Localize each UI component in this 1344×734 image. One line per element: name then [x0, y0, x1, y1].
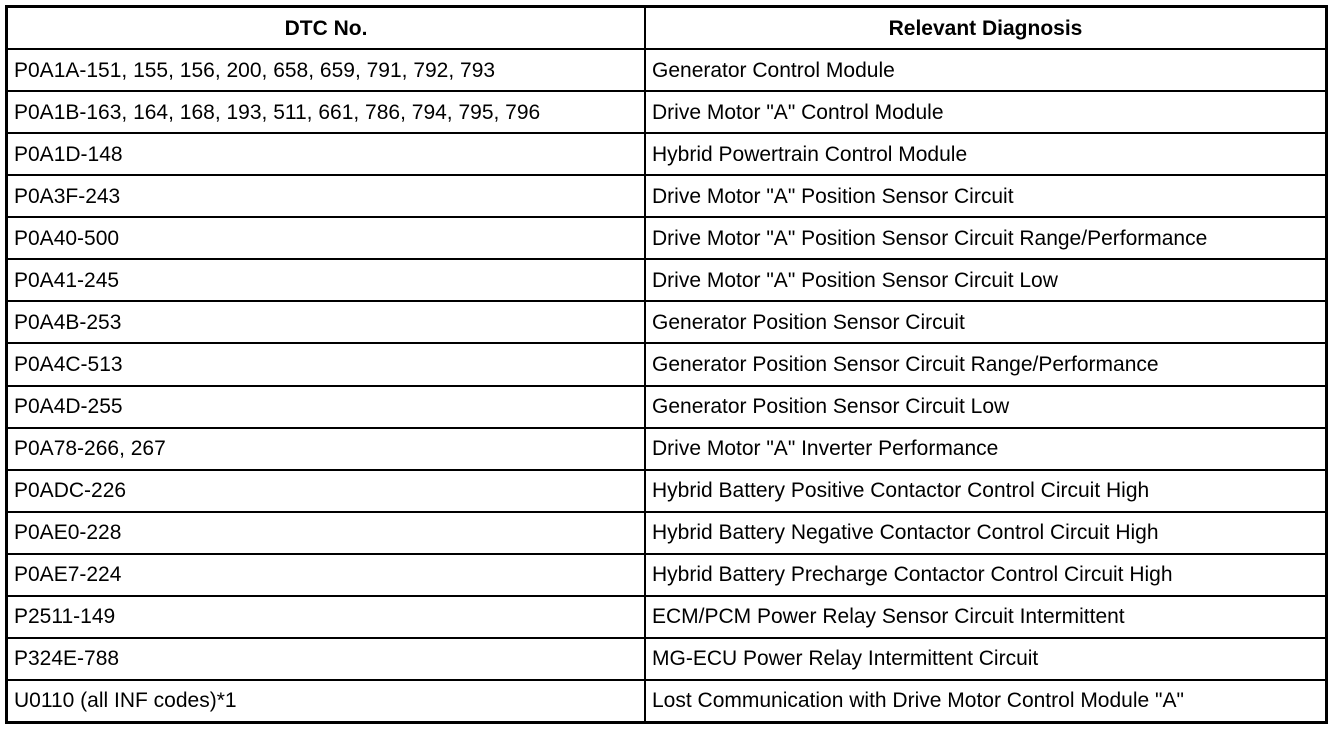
dtc-number-cell: P0ADC-226 [8, 470, 645, 512]
dtc-number-cell: P0A3F-243 [8, 175, 645, 217]
table-row [8, 596, 1325, 638]
table-row [8, 554, 1325, 596]
dtc-table [8, 8, 1325, 721]
header-relevant-diagnosis: Relevant Diagnosis [645, 8, 1325, 49]
dtc-number-cell: P0AE7-224 [8, 554, 645, 596]
diagnosis-cell: Generator Position Sensor Circuit [645, 301, 1325, 343]
dtc-number-cell: P0A78-266, 267 [8, 428, 645, 470]
table-row [8, 638, 1325, 680]
dtc-number-cell: P2511-149 [8, 596, 645, 638]
diagnosis-cell: ECM/PCM Power Relay Sensor Circuit Intermittent [645, 596, 1325, 638]
diagnosis-cell: Hybrid Battery Positive Contactor Control Circuit High [645, 470, 1325, 512]
diagnosis-cell: Drive Motor "A" Position Sensor Circuit Low [645, 259, 1325, 301]
dtc-number-cell: P0A4C-513 [8, 343, 645, 385]
dtc-number-cell: P0A1D-148 [8, 133, 645, 175]
table-row [8, 175, 1325, 217]
table-row [8, 301, 1325, 343]
diagnosis-cell: Lost Communication with Drive Motor Control Module "A" [645, 680, 1325, 721]
table-row [8, 428, 1325, 470]
diagnosis-cell: Generator Control Module [645, 49, 1325, 91]
dtc-number-cell: P0A4B-253 [8, 301, 645, 343]
table-row [8, 133, 1325, 175]
table-body [8, 49, 1325, 721]
dtc-table-frame [5, 5, 1328, 724]
table-row [8, 259, 1325, 301]
dtc-number-cell: P0A41-245 [8, 259, 645, 301]
diagnosis-cell: Hybrid Battery Precharge Contactor Control Circuit High [645, 554, 1325, 596]
diagnosis-cell: Hybrid Battery Negative Contactor Control Circuit High [645, 512, 1325, 554]
diagnosis-cell: MG-ECU Power Relay Intermittent Circuit [645, 638, 1325, 680]
table-row [8, 217, 1325, 259]
table-row [8, 91, 1325, 133]
table-row [8, 343, 1325, 385]
table-row [8, 49, 1325, 91]
diagnosis-cell: Generator Position Sensor Circuit Low [645, 386, 1325, 428]
dtc-number-cell: P0A1B-163, 164, 168, 193, 511, 661, 786, 794, 795, 796 [8, 91, 645, 133]
diagnosis-cell: Hybrid Powertrain Control Module [645, 133, 1325, 175]
diagnosis-cell: Generator Position Sensor Circuit Range/Performance [645, 343, 1325, 385]
table-row [8, 680, 1325, 721]
dtc-number-cell: P0A1A-151, 155, 156, 200, 658, 659, 791, 792, 793 [8, 49, 645, 91]
dtc-number-cell: P0A4D-255 [8, 386, 645, 428]
table-header-row [8, 8, 1325, 49]
table-row [8, 470, 1325, 512]
dtc-number-cell: U0110 (all INF codes)*1 [8, 680, 645, 721]
diagnosis-cell: Drive Motor "A" Control Module [645, 91, 1325, 133]
header-dtc-no: DTC No. [8, 8, 645, 49]
diagnosis-cell: Drive Motor "A" Position Sensor Circuit [645, 175, 1325, 217]
dtc-number-cell: P0AE0-228 [8, 512, 645, 554]
table-row [8, 386, 1325, 428]
table-row [8, 512, 1325, 554]
diagnosis-cell: Drive Motor "A" Inverter Performance [645, 428, 1325, 470]
diagnosis-cell: Drive Motor "A" Position Sensor Circuit Range/Performance [645, 217, 1325, 259]
dtc-number-cell: P324E-788 [8, 638, 645, 680]
dtc-number-cell: P0A40-500 [8, 217, 645, 259]
